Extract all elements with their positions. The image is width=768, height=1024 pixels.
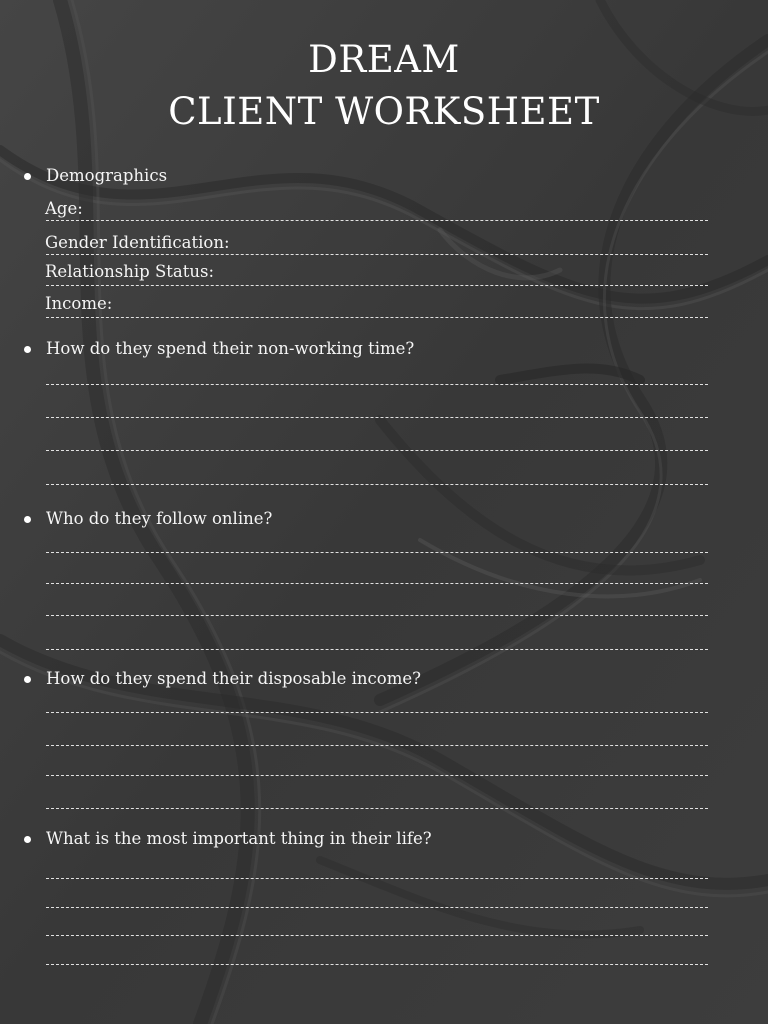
answer-line[interactable] [46,712,708,713]
field-label-age: Age: [45,199,83,218]
answer-line[interactable] [46,808,708,809]
answer-line[interactable] [46,935,708,936]
section-heading-demographics: Demographics [46,166,168,185]
answer-line[interactable] [46,417,708,418]
bullet-question-4 [24,836,31,843]
field-label-income: Income: [45,294,113,313]
answer-line[interactable] [46,552,708,553]
answer-line-gender[interactable] [46,254,708,255]
answer-line[interactable] [46,615,708,616]
question-3: How do they spend their disposable income? [46,669,421,688]
answer-line-age[interactable] [46,220,708,221]
answer-line[interactable] [46,583,708,584]
answer-line-income[interactable] [46,317,708,318]
field-label-relationship: Relationship Status: [45,262,215,281]
answer-line[interactable] [46,450,708,451]
bullet-question-2 [24,516,31,523]
answer-line[interactable] [46,649,708,650]
bullet-question-1 [24,346,31,353]
field-label-gender: Gender Identification: [45,233,230,252]
title-line-1: DREAM [308,38,460,81]
answer-line[interactable] [46,964,708,965]
title-line-2: CLIENT WORKSHEET [168,90,600,133]
question-4: What is the most important thing in their life? [46,829,432,848]
answer-line[interactable] [46,484,708,485]
bullet-question-3 [24,676,31,683]
question-1: How do they spend their non-working time? [46,339,415,358]
answer-line[interactable] [46,775,708,776]
bullet-demographics [24,173,31,180]
answer-line-relationship[interactable] [46,285,708,286]
answer-line[interactable] [46,878,708,879]
answer-line[interactable] [46,745,708,746]
answer-line[interactable] [46,384,708,385]
question-2: Who do they follow online? [46,509,273,528]
answer-line[interactable] [46,907,708,908]
